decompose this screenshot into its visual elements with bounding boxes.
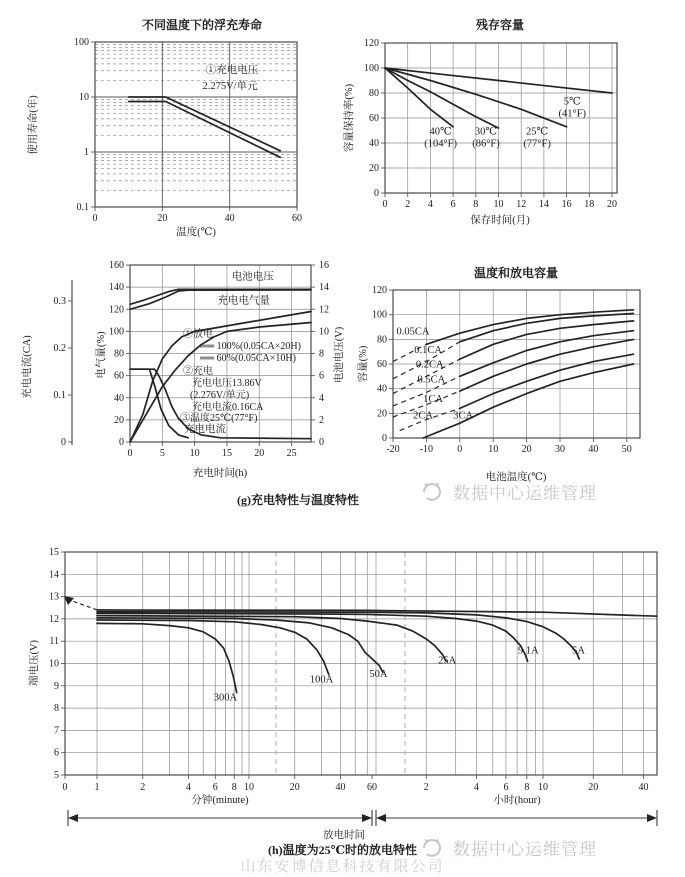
curve-label: 0.5CA (417, 374, 446, 386)
curve-3CA (423, 364, 633, 438)
y-tick-label: 20 (377, 408, 387, 420)
chart-title: 残存容量 (475, 18, 525, 32)
y-axis-label: 使用寿命(年) (28, 95, 39, 155)
curve-float-life-lower (129, 102, 281, 158)
y-axis-label: 容量(%) (358, 345, 369, 383)
curve-label: 300A (213, 692, 238, 704)
x-tick-label: 14 (538, 199, 549, 210)
arrowhead (376, 814, 386, 822)
hour-span-label: 小时(hour) (493, 795, 541, 806)
x-tick-label: -20 (386, 444, 400, 455)
curve-label: 5A (572, 645, 586, 657)
curve-label: 100A (309, 674, 334, 686)
y-tick-label: 15 (49, 547, 59, 558)
curve-label: (41°F) (558, 108, 587, 120)
y-tick-label: 40 (377, 383, 387, 395)
chart-title: 温度和放电容量 (473, 266, 559, 280)
curve-label: 1CA (423, 394, 444, 406)
caption-discharge-characteristics: (h)温度为25℃时的放电特性 (267, 843, 418, 857)
annotation: (2.276V/单元) (190, 390, 250, 401)
x-tick-label: 0 (127, 448, 133, 459)
x-tick-label: 40 (588, 444, 599, 455)
y-tick-label: 80 (377, 334, 387, 346)
curve-label: (104°F) (424, 138, 458, 150)
x-axis-label: 充电时间(h) (192, 468, 248, 479)
x-tick-label: 6 (503, 782, 509, 793)
x-axis-label: 放电时间 (323, 830, 365, 841)
curve-label: 充电电流 (183, 424, 226, 436)
minute-span-label: 分钟(minute) (191, 795, 249, 806)
curve-label: 0.1CA (414, 344, 442, 356)
y-tick-label: 5 (54, 770, 59, 781)
quantity-tick-label: 120 (109, 304, 124, 316)
annotation: ②充电 (183, 366, 213, 377)
arrowhead (647, 814, 657, 822)
chart-temp-discharge-capacity (350, 255, 685, 505)
x-tick-label: 60 (367, 782, 377, 793)
current-tick-label: 0.1 (53, 390, 66, 401)
x-axis-label: 温度(℃) (176, 227, 216, 238)
x-tick-label: 8 (473, 199, 479, 210)
curve-25A (97, 616, 446, 662)
ocv-arrow (67, 599, 100, 611)
x-tick-label: 0 (92, 213, 98, 224)
x-axis-label: 电池温度(℃) (485, 472, 547, 483)
x-tick-label: 15 (221, 448, 232, 459)
x-tick-label: 40 (224, 213, 235, 224)
quantity-tick-label: 80 (114, 348, 124, 360)
voltage-tick-label: 8 (319, 348, 324, 360)
curve-label: 0.05CA (396, 326, 430, 338)
x-tick-label: 0 (382, 199, 388, 210)
x-tick-label: 20 (289, 782, 300, 793)
company-name: 山东安博信息科技有限公司 (240, 859, 445, 875)
curve-label: 25A (438, 655, 457, 667)
annotation: 充电电压13.86V (192, 378, 262, 389)
x-tick-label: 10 (244, 782, 254, 793)
x-tick-label: 8 (231, 782, 237, 793)
x-tick-label: 4 (427, 199, 433, 210)
x-tick-label: 4 (474, 782, 480, 793)
curve-label: 25℃ (525, 126, 549, 138)
x-tick-label: 20 (588, 782, 599, 793)
y-tick-label: 0.1 (76, 202, 89, 213)
y-tick-label: 0 (382, 433, 387, 444)
y-tick-label: 40 (369, 138, 379, 149)
voltage-tick-label: 10 (319, 326, 329, 338)
quantity-tick-label: 40 (114, 392, 124, 404)
quantity-tick-label: 60 (114, 370, 124, 382)
voltage-tick-label: 0 (319, 437, 324, 448)
curve-label: 电池电压 (231, 271, 274, 283)
x-tick-label: 40 (335, 782, 346, 793)
y-tick-label: 120 (364, 38, 379, 49)
x-axis-label: 保存时间(月) (470, 215, 530, 226)
x-tick-label: 18 (584, 199, 595, 210)
curve-label: 3CA (453, 410, 474, 422)
curve-50A (97, 618, 383, 673)
quantity-tick-label: 0 (119, 437, 124, 448)
quantity-axis-label: 电气量(%) (96, 331, 107, 379)
y-tick-label: 7 (54, 725, 59, 737)
x-tick-label: 0 (62, 782, 68, 793)
x-tick-label: 1 (94, 782, 100, 793)
voltage-tick-label: 16 (319, 260, 329, 271)
x-tick-label: 2 (140, 782, 146, 793)
voltage-tick-label: 12 (319, 304, 329, 316)
y-tick-label: 0 (374, 188, 379, 199)
y-tick-label: 1 (84, 147, 89, 158)
y-tick-label: 80 (369, 88, 379, 99)
y-tick-label: 8 (54, 703, 59, 715)
arrowhead (362, 814, 372, 822)
y-tick-label: 20 (369, 163, 379, 174)
curve-label: 充电电气量 (217, 295, 271, 307)
curve-2CA (460, 354, 634, 408)
y-tick-label: 100 (372, 309, 387, 321)
y-tick-label: 10 (49, 658, 59, 670)
x-tick-label: 5 (159, 448, 165, 459)
y-tick-label: 60 (369, 113, 379, 124)
quantity-tick-label: 20 (114, 414, 124, 426)
x-tick-label: 30 (555, 444, 565, 455)
curve-label: 5℃ (563, 96, 581, 108)
annotation: ①放电 (183, 329, 213, 340)
x-tick-label: 10 (493, 199, 504, 210)
x-tick-label: 60 (292, 213, 303, 224)
current-tick-label: 0 (61, 437, 66, 448)
curve-float-life-upper (129, 97, 281, 151)
x-tick-label: 2 (405, 199, 411, 210)
y-tick-label: 9 (54, 680, 59, 692)
voltage-tick-label: 6 (319, 370, 324, 382)
x-tick-label: 20 (521, 444, 532, 455)
y-tick-label: 100 (74, 37, 89, 48)
voltage-tick-label: 4 (319, 392, 324, 404)
y-tick-label: 10 (79, 92, 89, 103)
caption-charge-temp-characteristics: (g)充电特性与温度特性 (237, 493, 359, 507)
annotation: 充电电流0.16CA (192, 402, 264, 413)
x-tick-label: 25 (286, 448, 297, 459)
chart-float-life (20, 15, 335, 240)
y-tick-label: 12 (49, 613, 59, 625)
annotation: ③温度25℃(77°F) (180, 413, 258, 424)
current-axis-label: 充电电流(CA) (22, 335, 33, 399)
curve-label: 30℃ (474, 126, 498, 138)
y-tick-label: 13 (49, 591, 59, 603)
quantity-tick-label: 160 (109, 260, 124, 271)
x-tick-label: 10 (488, 444, 499, 455)
plot-frame (95, 42, 297, 207)
x-tick-label: 2 (423, 782, 429, 793)
x-tick-label: 10 (189, 448, 200, 459)
curve-label: 2CA (413, 410, 433, 422)
y-tick-label: 11 (49, 636, 59, 648)
x-tick-label: 20 (254, 448, 265, 459)
x-tick-label: 0 (457, 444, 463, 455)
x-tick-label: 10 (538, 782, 548, 793)
chart-discharge-25c (20, 540, 685, 850)
y-axis-label: 端电压(V) (29, 639, 40, 687)
curve-label: 50A (369, 668, 388, 680)
chart-remaining-capacity (340, 15, 685, 235)
curve-100A (97, 620, 329, 675)
quantity-tick-label: 100 (109, 326, 124, 338)
x-tick-label: 6 (450, 199, 456, 210)
curve-label: 0.2CA (415, 359, 444, 371)
x-tick-label: 12 (516, 199, 527, 210)
curve-label: 40℃ (429, 126, 452, 138)
x-tick-label: -10 (419, 444, 434, 455)
x-tick-label: 20 (607, 199, 617, 210)
x-tick-label: 50 (621, 444, 632, 455)
y-tick-label: 60 (377, 359, 387, 371)
current-tick-label: 0.2 (53, 343, 66, 354)
annotation: ══ 100%(0.05CA×20H) (200, 341, 301, 352)
watermark-text: 数据中心运维管理 (453, 840, 597, 859)
chart-title: 不同温度下的浮充寿命 (141, 18, 263, 32)
voltage-tick-label: 14 (319, 282, 329, 294)
curve-label: 9.1A (517, 645, 539, 657)
quantity-tick-label: 140 (109, 282, 124, 294)
annotation: ①充电电压 (205, 65, 259, 76)
watermark-text: 数据中心运维管理 (453, 484, 597, 503)
annotation: 2.275V/单元 (202, 81, 258, 92)
current-tick-label: 0.3 (53, 296, 66, 307)
x-tick-label: 16 (561, 199, 572, 210)
x-tick-label: 6 (212, 782, 218, 793)
y-tick-label: 120 (372, 285, 387, 297)
chart-charge-characteristics (20, 255, 355, 490)
voltage-tick-label: 2 (319, 414, 324, 426)
y-tick-label: 14 (49, 569, 59, 581)
curve-300A (97, 623, 237, 692)
curve-label: (86°F) (472, 138, 500, 150)
x-tick-label: 20 (157, 213, 168, 224)
annotation: ══ 60%(0.05CA×10H) (200, 353, 296, 364)
x-tick-label: 40 (638, 782, 649, 793)
curve-label: (77°F) (523, 138, 551, 150)
y-axis-label: 容量保持率(%) (344, 83, 355, 153)
y-tick-label: 6 (54, 747, 59, 759)
voltage-axis-label: 电池电压(V) (334, 326, 345, 384)
arrowhead (68, 814, 78, 822)
y-tick-label: 100 (364, 63, 379, 74)
x-tick-label: 8 (524, 782, 530, 793)
x-tick-label: 4 (186, 782, 192, 793)
curve-0.1CA (460, 314, 634, 342)
